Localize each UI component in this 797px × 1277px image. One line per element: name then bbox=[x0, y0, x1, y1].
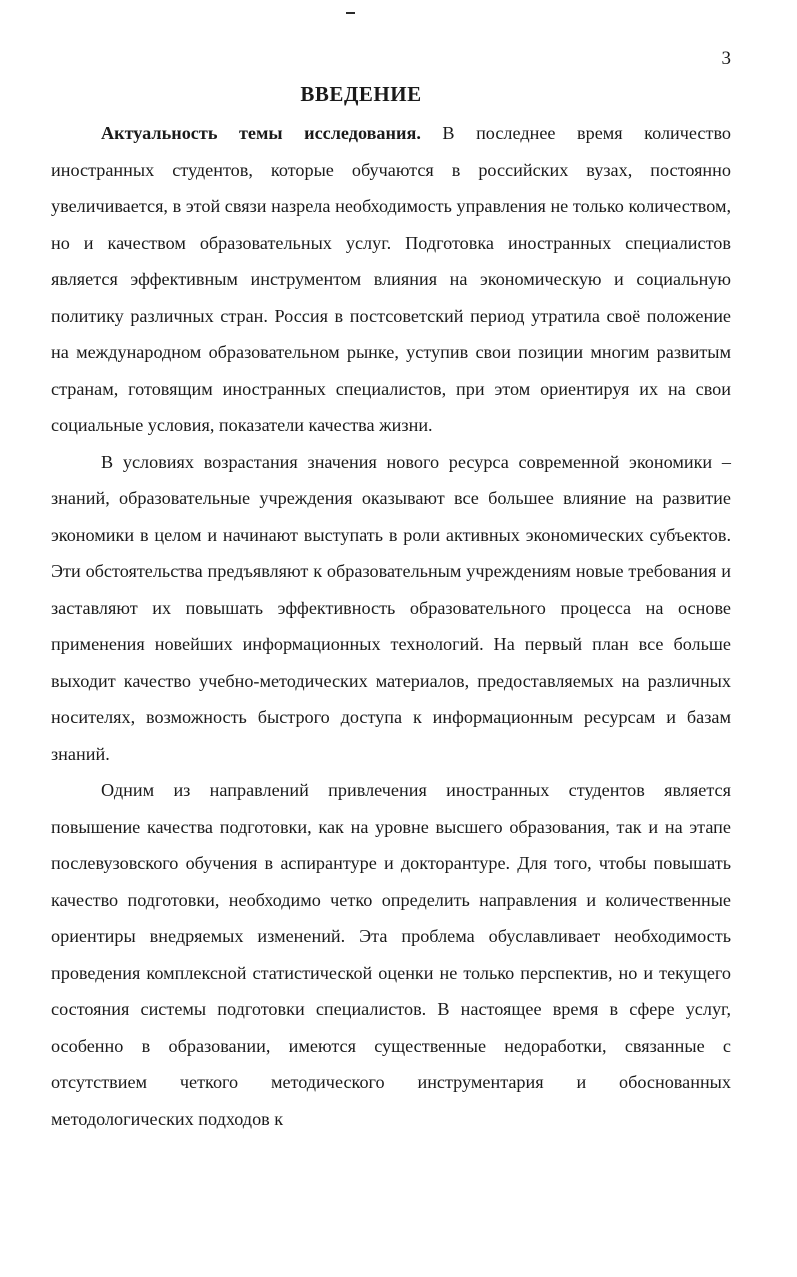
body-text bbox=[51, 115, 731, 1137]
paragraph-relevance bbox=[51, 115, 731, 444]
paragraph-quality-training: Одним из направлений привлечения иностранных студентов является повышение качества подготовки, как на уровне высшего образования, так и на этапе послевузовского обучения в аспирантуре и докторантуре. Для того, чтобы повышать качество подготовки, необходимо четко определить направления и количественные ориентиры внедряемых изменений. Эта проблема обуславливает необходимость проведения комплексной статистической оценки не только перспектив, но и текущего состояния системы подготовки специалистов. В настоящее время в сфере услуг, особенно в образовании, имеются существенные недоработки, связанные с отсутствием четкого методического инструментария и обоснованных методологических подходов к bbox=[51, 780, 731, 1129]
page-number: 3 bbox=[721, 48, 731, 69]
paragraph-knowledge-economy: В условиях возрастания значения нового ресурса современной экономики – знаний, образовательные учреждения оказывают все большее влияние на развитие экономики в целом и начинают выступать в роли активных экономических субъектов. Эти обстоятельства предъявляют к образовательным учреждениям новые требования и заставляют их повышать эффективность образовательного процесса на основе применения новейших информационных технологий. На первый план все больше выходит качество учебно-методических материалов, предоставляемых на различных носителях, возможность быстрого доступа к информационным ресурсам и базам знаний. bbox=[51, 451, 731, 764]
paragraph-text: В последнее время количество иностранных студентов, которые обучаются в российских вузах, постоянно увеличивается, в этой связи назрела необходимость управления не только количеством, но и качеством образовательных услуг. Подготовка иностранных специалистов является эффективным инструментом влияния на экономическую и социальную политику различных стран. Россия в постсоветский период утратила своё положение на международном образовательном рынке, уступив свои позиции многим развитым странам, готовящим иностранных специалистов, при этом ориентируя их на свои социальные условия, показатели качества жизни. bbox=[51, 123, 731, 435]
paragraph-lead: Актуальность темы исследования. bbox=[101, 123, 421, 143]
scan-mark bbox=[346, 12, 355, 14]
section-title: ВВЕДЕНИЕ bbox=[300, 82, 422, 106]
